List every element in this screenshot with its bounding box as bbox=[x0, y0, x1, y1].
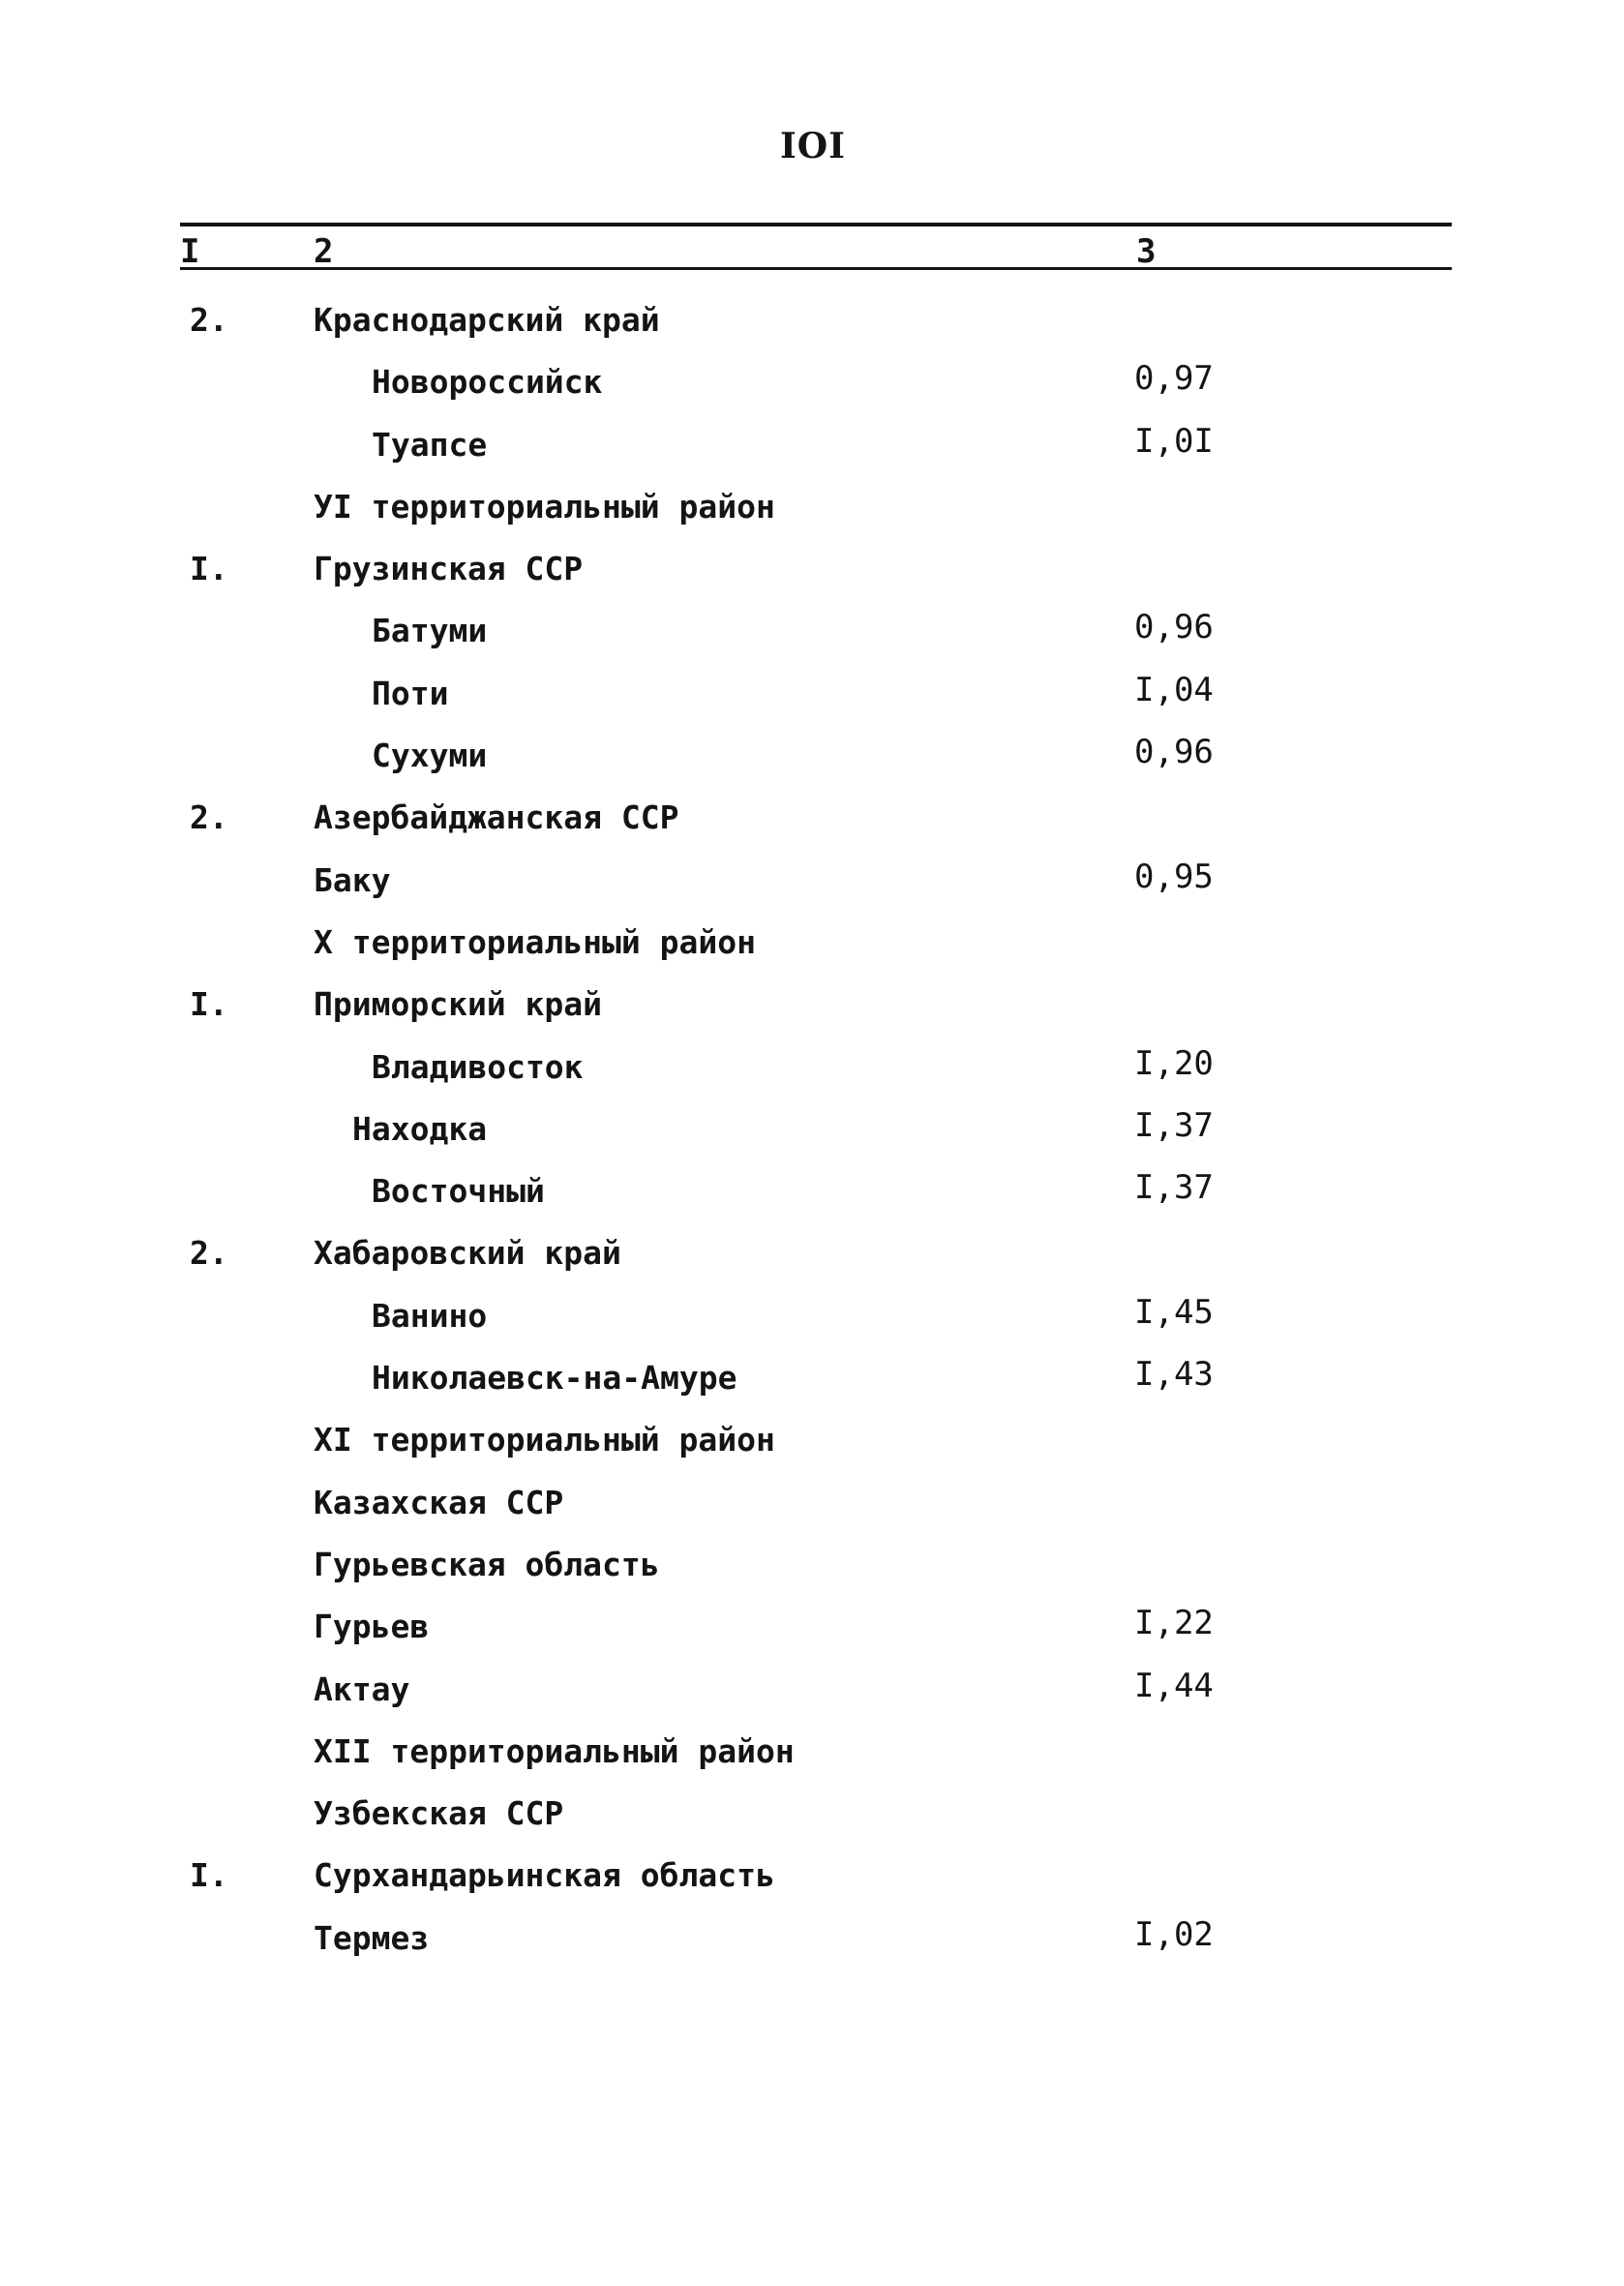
row-location-name: Гурьев bbox=[314, 1608, 430, 1646]
row-location-name: Сухуми bbox=[372, 737, 488, 775]
table-row bbox=[0, 545, 1624, 607]
row-location-name: Х территориальный район bbox=[314, 922, 756, 961]
row-location-name: Находка bbox=[352, 1109, 488, 1148]
row-location-name: Николаевск-на-Амуре bbox=[372, 1359, 737, 1398]
table-top-rule bbox=[180, 223, 1452, 226]
table-row bbox=[0, 358, 1624, 420]
table-row bbox=[0, 1354, 1624, 1416]
table-row bbox=[0, 918, 1624, 980]
row-location-name: Термез bbox=[314, 1918, 430, 1957]
table-row bbox=[0, 794, 1624, 856]
row-coefficient-value: I,20 bbox=[1134, 1043, 1214, 1083]
row-location-name: УI территориальный район bbox=[314, 487, 775, 526]
table-row bbox=[0, 1541, 1624, 1603]
table-row bbox=[0, 1167, 1624, 1229]
row-location-name: Ванино bbox=[372, 1296, 488, 1335]
table-row bbox=[0, 1728, 1624, 1790]
row-coefficient-value: I,43 bbox=[1134, 1355, 1214, 1395]
table-row bbox=[0, 980, 1624, 1042]
page-number: IOI bbox=[779, 126, 847, 166]
table-body bbox=[0, 296, 1624, 1976]
row-coefficient-value: I,22 bbox=[1134, 1604, 1214, 1643]
table-row bbox=[0, 1603, 1624, 1665]
table-row bbox=[0, 1105, 1624, 1167]
row-coefficient-value: I,02 bbox=[1134, 1914, 1214, 1954]
row-coefficient-value: I,04 bbox=[1134, 670, 1214, 709]
row-location-name: Владивосток bbox=[372, 1047, 584, 1086]
row-location-name: Гурьевская область bbox=[314, 1545, 660, 1583]
table-row bbox=[0, 1914, 1624, 1976]
row-location-name: Казахская ССР bbox=[314, 1483, 564, 1521]
row-location-name: Баку bbox=[314, 860, 391, 899]
row-coefficient-value: I,44 bbox=[1134, 1666, 1214, 1705]
table-row bbox=[0, 1043, 1624, 1105]
row-number: 2. bbox=[190, 1234, 228, 1273]
table-row bbox=[0, 1416, 1624, 1478]
row-location-name: Поти bbox=[372, 674, 449, 712]
row-location-name: ХII территориальный район bbox=[314, 1731, 795, 1770]
table-header-rule bbox=[180, 267, 1452, 270]
row-coefficient-value: 0,96 bbox=[1134, 608, 1214, 647]
row-location-name: Батуми bbox=[372, 612, 488, 650]
table-row bbox=[0, 1479, 1624, 1541]
table-row bbox=[0, 1790, 1624, 1851]
column-header-2: 2 bbox=[314, 232, 334, 271]
table-row bbox=[0, 483, 1624, 545]
table-row bbox=[0, 1292, 1624, 1354]
row-coefficient-value: 0,96 bbox=[1134, 733, 1214, 772]
row-coefficient-value: 0,95 bbox=[1134, 857, 1214, 896]
row-location-name: Краснодарский край bbox=[314, 301, 660, 339]
row-location-name: Актау bbox=[314, 1669, 410, 1708]
table-row bbox=[0, 857, 1624, 918]
column-header-1: I bbox=[180, 232, 200, 271]
row-number: 2. bbox=[190, 798, 228, 837]
row-location-name: Сурхандарьинская область bbox=[314, 1856, 775, 1895]
table-row bbox=[0, 421, 1624, 483]
row-number: I. bbox=[190, 1856, 228, 1895]
table-row bbox=[0, 1666, 1624, 1728]
table-row bbox=[0, 296, 1624, 358]
table-row bbox=[0, 670, 1624, 732]
row-coefficient-value: I,45 bbox=[1134, 1292, 1214, 1332]
row-location-name: Узбекская ССР bbox=[314, 1794, 564, 1833]
row-location-name: Хабаровский край bbox=[314, 1234, 621, 1273]
table-row bbox=[0, 1229, 1624, 1291]
row-coefficient-value: I,37 bbox=[1134, 1168, 1214, 1208]
row-coefficient-value: I,0I bbox=[1134, 421, 1214, 461]
row-coefficient-value: 0,97 bbox=[1134, 359, 1214, 399]
row-location-name: Азербайджанская ССР bbox=[314, 798, 679, 837]
row-location-name: Восточный bbox=[372, 1172, 545, 1211]
row-location-name: ХI территориальный район bbox=[314, 1421, 775, 1459]
table-row bbox=[0, 607, 1624, 669]
row-number: I. bbox=[190, 985, 228, 1024]
table-row bbox=[0, 1851, 1624, 1913]
row-location-name: Туапсе bbox=[372, 425, 488, 464]
column-header-3: 3 bbox=[1136, 232, 1157, 271]
row-location-name: Приморский край bbox=[314, 985, 603, 1024]
row-location-name: Новороссийск bbox=[372, 363, 603, 402]
row-coefficient-value: I,37 bbox=[1134, 1105, 1214, 1145]
row-number: I. bbox=[190, 550, 228, 588]
table-row bbox=[0, 732, 1624, 794]
row-number: 2. bbox=[190, 301, 228, 339]
row-location-name: Грузинская ССР bbox=[314, 550, 584, 588]
